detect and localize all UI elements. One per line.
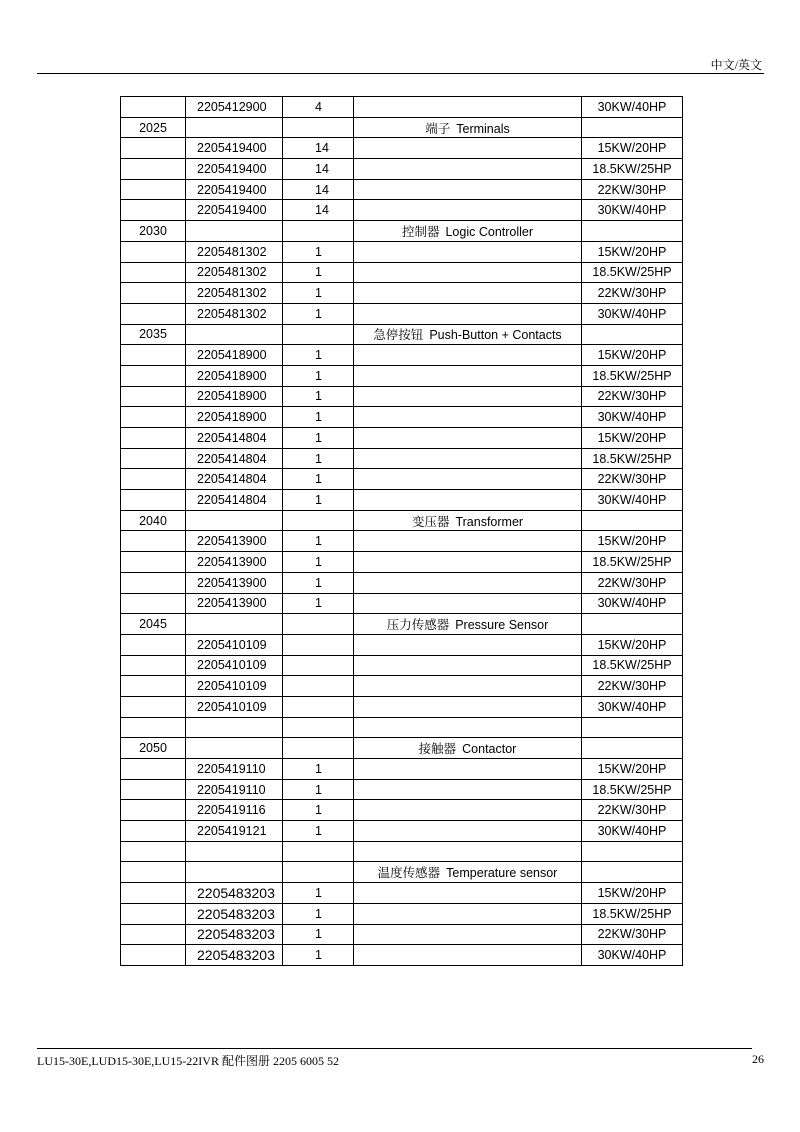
description-cell — [354, 303, 582, 324]
description-cell — [354, 738, 582, 759]
position-cell: 2040 — [121, 510, 186, 531]
description-english: Push-Button + Contacts — [429, 328, 562, 343]
part-number-cell: 2205419400 — [186, 138, 283, 159]
table-row — [121, 365, 683, 386]
part-number-cell: 2205419400 — [186, 200, 283, 221]
description-cell — [354, 924, 582, 945]
description-cell — [354, 510, 582, 531]
rating-cell: 30KW/40HP — [582, 696, 683, 717]
quantity-cell: 1 — [283, 759, 354, 780]
position-cell — [121, 945, 186, 966]
description-cell — [354, 696, 582, 717]
rating-cell: 30KW/40HP — [582, 200, 683, 221]
description-cell — [354, 779, 582, 800]
part-number-cell: 2205419400 — [186, 179, 283, 200]
rating-cell — [582, 862, 683, 883]
rating-cell: 22KW/30HP — [582, 924, 683, 945]
quantity-cell: 1 — [283, 407, 354, 428]
parts-table-body — [121, 97, 683, 966]
table-row — [121, 241, 683, 262]
description-cell — [354, 655, 582, 676]
part-number-cell — [186, 221, 283, 242]
description-cell — [354, 841, 582, 862]
table-row — [121, 428, 683, 449]
description-cell — [354, 800, 582, 821]
part-number-cell — [186, 862, 283, 883]
rating-cell: 30KW/40HP — [582, 593, 683, 614]
table-row — [121, 614, 683, 635]
part-number-cell: 2205410109 — [186, 696, 283, 717]
part-number-cell: 2205413900 — [186, 572, 283, 593]
quantity-cell — [283, 717, 354, 738]
description-chinese: 温度传感器 — [377, 865, 441, 881]
position-cell — [121, 283, 186, 304]
rating-cell — [582, 841, 683, 862]
description-cell — [354, 179, 582, 200]
rating-cell: 22KW/30HP — [582, 283, 683, 304]
quantity-cell: 14 — [283, 179, 354, 200]
description-cell — [354, 821, 582, 842]
description-cell — [354, 469, 582, 490]
position-cell — [121, 490, 186, 511]
description-cell — [354, 676, 582, 697]
table-row — [121, 821, 683, 842]
quantity-cell — [283, 221, 354, 242]
description-cell — [354, 572, 582, 593]
table-row — [121, 200, 683, 221]
rating-cell: 15KW/20HP — [582, 531, 683, 552]
quantity-cell: 1 — [283, 241, 354, 262]
table-row — [121, 759, 683, 780]
part-number-cell: 2205419400 — [186, 159, 283, 180]
position-cell — [121, 634, 186, 655]
position-cell — [121, 138, 186, 159]
quantity-cell — [283, 634, 354, 655]
position-cell — [121, 883, 186, 904]
position-cell — [121, 593, 186, 614]
position-cell — [121, 365, 186, 386]
part-number-cell: 2205483203 — [186, 945, 283, 966]
rating-cell: 15KW/20HP — [582, 138, 683, 159]
quantity-cell — [283, 117, 354, 138]
table-row — [121, 717, 683, 738]
page-number: 26 — [752, 1052, 764, 1066]
part-number-cell — [186, 324, 283, 345]
position-cell — [121, 159, 186, 180]
rating-cell — [582, 117, 683, 138]
description-cell — [354, 138, 582, 159]
table-row — [121, 862, 683, 883]
description-english: Temperature sensor — [446, 866, 558, 881]
quantity-cell: 1 — [283, 572, 354, 593]
header-language-label: 中文/英文 — [710, 58, 762, 72]
quantity-cell: 1 — [283, 303, 354, 324]
table-row — [121, 283, 683, 304]
quantity-cell: 1 — [283, 800, 354, 821]
header-divider — [37, 73, 764, 74]
quantity-cell: 1 — [283, 593, 354, 614]
description-cell — [354, 717, 582, 738]
position-cell: 2045 — [121, 614, 186, 635]
quantity-cell: 4 — [283, 97, 354, 118]
table-row — [121, 903, 683, 924]
description-cell — [354, 221, 582, 242]
description-english: Logic Controller — [445, 224, 534, 239]
footer-title: LU15-30E,LUD15-30E,LU15-22IVR 配件图册 2205 6005 52 — [37, 1054, 339, 1068]
rating-cell: 18.5KW/25HP — [582, 903, 683, 924]
table-row — [121, 924, 683, 945]
part-number-cell: 2205483203 — [186, 883, 283, 904]
position-cell — [121, 303, 186, 324]
quantity-cell: 1 — [283, 924, 354, 945]
description-cell — [354, 903, 582, 924]
rating-cell — [582, 510, 683, 531]
position-cell — [121, 262, 186, 283]
quantity-cell: 1 — [283, 345, 354, 366]
part-number-cell: 2205481302 — [186, 241, 283, 262]
position-cell — [121, 572, 186, 593]
rating-cell: 18.5KW/25HP — [582, 262, 683, 283]
position-cell: 2035 — [121, 324, 186, 345]
rating-cell: 15KW/20HP — [582, 883, 683, 904]
quantity-cell: 1 — [283, 883, 354, 904]
description-cell — [354, 386, 582, 407]
rating-cell: 18.5KW/25HP — [582, 655, 683, 676]
position-cell — [121, 696, 186, 717]
part-number-cell — [186, 841, 283, 862]
part-number-cell: 2205413900 — [186, 552, 283, 573]
part-number-cell: 2205410109 — [186, 634, 283, 655]
position-cell — [121, 779, 186, 800]
part-number-cell: 2205410109 — [186, 655, 283, 676]
rating-cell: 18.5KW/25HP — [582, 448, 683, 469]
part-number-cell: 2205418900 — [186, 365, 283, 386]
part-number-cell: 2205414804 — [186, 428, 283, 449]
rating-cell: 18.5KW/25HP — [582, 779, 683, 800]
quantity-cell — [283, 655, 354, 676]
rating-cell: 18.5KW/25HP — [582, 365, 683, 386]
description-cell — [354, 490, 582, 511]
position-cell — [121, 531, 186, 552]
rating-cell: 30KW/40HP — [582, 407, 683, 428]
description-cell — [354, 159, 582, 180]
quantity-cell: 1 — [283, 428, 354, 449]
description-chinese: 端子 — [425, 120, 451, 136]
description-cell — [354, 945, 582, 966]
rating-cell — [582, 717, 683, 738]
quantity-cell: 1 — [283, 903, 354, 924]
table-row — [121, 221, 683, 242]
table-row — [121, 593, 683, 614]
description-english: Pressure Sensor — [455, 618, 549, 633]
quantity-cell — [283, 862, 354, 883]
quantity-cell — [283, 510, 354, 531]
part-number-cell — [186, 614, 283, 635]
quantity-cell: 1 — [283, 531, 354, 552]
rating-cell: 22KW/30HP — [582, 572, 683, 593]
rating-cell: 30KW/40HP — [582, 821, 683, 842]
description-cell — [354, 614, 582, 635]
part-number-cell: 2205419110 — [186, 779, 283, 800]
part-number-cell: 2205419110 — [186, 759, 283, 780]
quantity-cell: 1 — [283, 821, 354, 842]
description-cell — [354, 283, 582, 304]
description-cell — [354, 883, 582, 904]
rating-cell — [582, 324, 683, 345]
position-cell — [121, 428, 186, 449]
rating-cell: 18.5KW/25HP — [582, 552, 683, 573]
table-row — [121, 179, 683, 200]
quantity-cell — [283, 614, 354, 635]
rating-cell — [582, 221, 683, 242]
table-row — [121, 779, 683, 800]
table-row — [121, 303, 683, 324]
description-chinese: 控制器 — [401, 223, 440, 239]
part-number-cell: 2205481302 — [186, 303, 283, 324]
part-number-cell — [186, 717, 283, 738]
description-cell — [354, 428, 582, 449]
quantity-cell — [283, 696, 354, 717]
quantity-cell: 14 — [283, 138, 354, 159]
description-cell — [354, 862, 582, 883]
description-cell — [354, 552, 582, 573]
quantity-cell: 1 — [283, 945, 354, 966]
rating-cell: 22KW/30HP — [582, 179, 683, 200]
position-cell — [121, 386, 186, 407]
table-row — [121, 800, 683, 821]
part-number-cell: 2205414804 — [186, 469, 283, 490]
position-cell — [121, 655, 186, 676]
table-row — [121, 117, 683, 138]
table-row — [121, 738, 683, 759]
position-cell — [121, 345, 186, 366]
description-cell — [354, 448, 582, 469]
rating-cell: 30KW/40HP — [582, 490, 683, 511]
quantity-cell: 1 — [283, 779, 354, 800]
description-chinese: 接触器 — [418, 741, 457, 757]
position-cell — [121, 759, 186, 780]
position-cell — [121, 862, 186, 883]
position-cell — [121, 179, 186, 200]
table-row — [121, 676, 683, 697]
position-cell — [121, 800, 186, 821]
description-cell — [354, 117, 582, 138]
rating-cell: 15KW/20HP — [582, 345, 683, 366]
position-cell — [121, 903, 186, 924]
description-cell — [354, 407, 582, 428]
quantity-cell: 1 — [283, 365, 354, 386]
rating-cell: 22KW/30HP — [582, 469, 683, 490]
position-cell — [121, 821, 186, 842]
part-number-cell — [186, 510, 283, 531]
table-row — [121, 490, 683, 511]
description-cell — [354, 634, 582, 655]
description-cell — [354, 531, 582, 552]
part-number-cell: 2205418900 — [186, 345, 283, 366]
table-row — [121, 883, 683, 904]
position-cell — [121, 200, 186, 221]
part-number-cell: 2205414804 — [186, 490, 283, 511]
table-row — [121, 531, 683, 552]
table-row — [121, 262, 683, 283]
table-row — [121, 345, 683, 366]
table-row — [121, 634, 683, 655]
rating-cell: 22KW/30HP — [582, 800, 683, 821]
table-row — [121, 159, 683, 180]
part-number-cell: 2205414804 — [186, 448, 283, 469]
quantity-cell: 1 — [283, 490, 354, 511]
rating-cell: 15KW/20HP — [582, 759, 683, 780]
rating-cell: 15KW/20HP — [582, 241, 683, 262]
quantity-cell — [283, 324, 354, 345]
description-cell — [354, 241, 582, 262]
table-row — [121, 386, 683, 407]
position-cell — [121, 552, 186, 573]
part-number-cell: 2205483203 — [186, 924, 283, 945]
table-row — [121, 407, 683, 428]
description-cell — [354, 345, 582, 366]
rating-cell: 15KW/20HP — [582, 428, 683, 449]
position-cell — [121, 448, 186, 469]
quantity-cell: 14 — [283, 200, 354, 221]
footer-divider — [37, 1048, 752, 1049]
rating-cell: 15KW/20HP — [582, 634, 683, 655]
description-cell — [354, 262, 582, 283]
position-cell — [121, 841, 186, 862]
part-number-cell: 2205410109 — [186, 676, 283, 697]
description-english: Transformer — [455, 514, 524, 529]
position-cell — [121, 469, 186, 490]
rating-cell: 18.5KW/25HP — [582, 159, 683, 180]
quantity-cell — [283, 738, 354, 759]
description-cell — [354, 324, 582, 345]
table-row — [121, 97, 683, 118]
quantity-cell: 1 — [283, 448, 354, 469]
rating-cell: 30KW/40HP — [582, 945, 683, 966]
rating-cell: 30KW/40HP — [582, 303, 683, 324]
description-cell — [354, 365, 582, 386]
table-row — [121, 945, 683, 966]
rating-cell — [582, 614, 683, 635]
part-number-cell: 2205483203 — [186, 903, 283, 924]
part-number-cell: 2205481302 — [186, 262, 283, 283]
part-number-cell: 2205481302 — [186, 283, 283, 304]
part-number-cell: 2205413900 — [186, 593, 283, 614]
table-row — [121, 552, 683, 573]
description-chinese: 压力传感器 — [386, 617, 450, 633]
quantity-cell: 1 — [283, 469, 354, 490]
part-number-cell: 2205418900 — [186, 407, 283, 428]
part-number-cell: 2205413900 — [186, 531, 283, 552]
description-english: Contactor — [462, 742, 517, 757]
table-row — [121, 138, 683, 159]
description-cell — [354, 200, 582, 221]
position-cell — [121, 407, 186, 428]
rating-cell: 22KW/30HP — [582, 386, 683, 407]
rating-cell — [582, 738, 683, 759]
position-cell — [121, 676, 186, 697]
description-cell — [354, 97, 582, 118]
quantity-cell: 1 — [283, 262, 354, 283]
rating-cell: 30KW/40HP — [582, 97, 683, 118]
part-number-cell: 2205412900 — [186, 97, 283, 118]
description-english: Terminals — [456, 121, 510, 136]
quantity-cell: 1 — [283, 386, 354, 407]
description-chinese: 变压器 — [411, 513, 450, 529]
description-cell — [354, 759, 582, 780]
quantity-cell: 1 — [283, 552, 354, 573]
table-row — [121, 510, 683, 531]
part-number-cell — [186, 117, 283, 138]
table-row — [121, 655, 683, 676]
part-number-cell: 2205419116 — [186, 800, 283, 821]
part-number-cell — [186, 738, 283, 759]
position-cell: 2050 — [121, 738, 186, 759]
description-chinese: 急停按钮 — [373, 327, 424, 343]
description-cell — [354, 593, 582, 614]
quantity-cell — [283, 676, 354, 697]
table-row — [121, 469, 683, 490]
position-cell: 2030 — [121, 221, 186, 242]
quantity-cell: 14 — [283, 159, 354, 180]
table-row — [121, 448, 683, 469]
position-cell — [121, 717, 186, 738]
quantity-cell: 1 — [283, 283, 354, 304]
position-cell: 2025 — [121, 117, 186, 138]
parts-table — [120, 96, 683, 966]
table-row — [121, 696, 683, 717]
position-cell — [121, 97, 186, 118]
table-row — [121, 324, 683, 345]
position-cell — [121, 924, 186, 945]
table-row — [121, 841, 683, 862]
position-cell — [121, 241, 186, 262]
quantity-cell — [283, 841, 354, 862]
table-row — [121, 572, 683, 593]
part-number-cell: 2205419121 — [186, 821, 283, 842]
part-number-cell: 2205418900 — [186, 386, 283, 407]
rating-cell: 22KW/30HP — [582, 676, 683, 697]
